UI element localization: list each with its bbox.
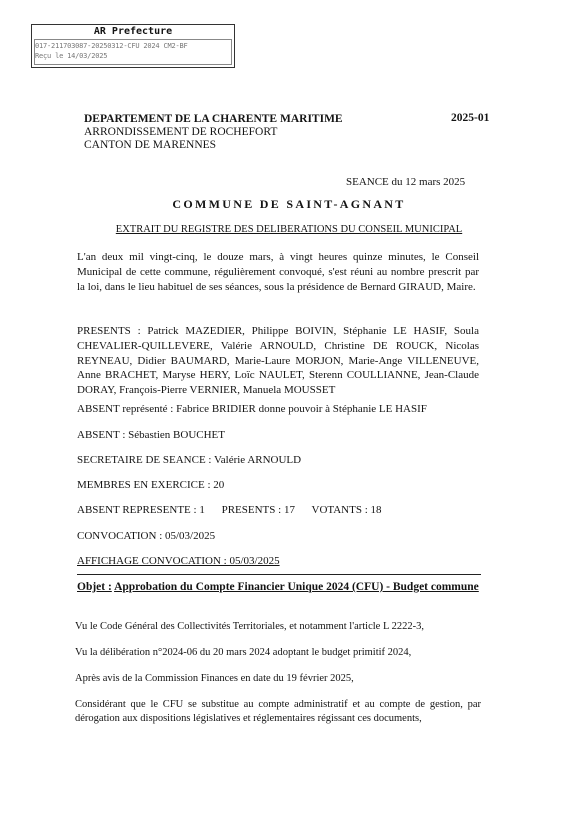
convocation-line: CONVOCATION : 05/03/2025	[77, 530, 216, 542]
department-heading: DEPARTEMENT DE LA CHARENTE MARITIME	[84, 113, 343, 125]
vu-code-line: Vu le Code Général des Collectivités Territoriales, et notamment l'article L 2222-3,	[75, 621, 424, 632]
seance-date: SEANCE du 12 mars 2025	[346, 176, 466, 188]
intro-paragraph: L'an deux mil vingt-cinq, le douze mars, à vingt heures quinze minutes, le Conseil Municipal de cette commune, régulièrement convoqué, s'est réuni au nombre prescrit par la loi, dans le lieu habituel de ses séances, sous la présidence de Bernard GIRAUD, Maire.	[77, 251, 479, 293]
vu-deliberation-line: Vu la délibération n°2024-06 du 20 mars 2024 adoptant le budget primitif 2024,	[75, 647, 412, 658]
membres-line: MEMBRES EN EXERCICE : 20	[77, 479, 225, 491]
deliberation-reference: 2025-01	[451, 112, 490, 124]
stamp-title: AR Prefecture	[93, 26, 173, 37]
arrondissement-heading: ARRONDISSEMENT DE ROCHEFORT	[84, 126, 278, 138]
avis-commission-line: Après avis de la Commission Finances en date du 19 février 2025,	[75, 673, 354, 684]
extrait-subtitle: EXTRAIT DU REGISTRE DES DELIBERATIONS DU CONSEIL MUNICIPAL	[115, 224, 463, 235]
affichage-line: AFFICHAGE CONVOCATION : 05/03/2025	[77, 555, 280, 567]
stamp-received-date: Reçu le 14/03/2025	[35, 52, 108, 60]
secretaire-line: SECRETAIRE DE SEANCE : Valérie ARNOULD	[77, 454, 302, 466]
votants-count: VOTANTS : 18	[311, 504, 382, 516]
objet-text: Approbation du Compte Financier Unique 2024 (CFU) - Budget commune	[114, 581, 479, 593]
prefecture-stamp	[31, 24, 235, 68]
considerant-paragraph: Considérant que le CFU se substitue au compte administratif et au compte de gestion, par dérogation aux dispositions législatives et réglementaires régissant ces documents,	[75, 699, 481, 724]
commune-title: COMMUNE DE SAINT-AGNANT	[172, 197, 406, 211]
absent-line: ABSENT : Sébastien BOUCHET	[77, 429, 225, 441]
section-divider	[77, 574, 481, 575]
objet-heading	[77, 580, 479, 594]
vote-counts	[77, 504, 382, 516]
canton-heading: CANTON DE MARENNES	[84, 139, 217, 151]
absent-represente-count: ABSENT REPRESENTE : 1	[77, 504, 205, 516]
objet-label: Objet :	[77, 581, 112, 593]
absent-represente-line: ABSENT représenté : Fabrice BRIDIER donne pouvoir à Stéphanie LE HASIF	[77, 403, 427, 415]
presents-count: PRESENTS : 17	[221, 504, 295, 516]
stamp-reference: 017-211703087-20250312-CFU 2024 CM2-BF	[35, 42, 188, 50]
presents-list: PRESENTS : Patrick MAZEDIER, Philippe BOIVIN, Stéphanie LE HASIF, Soula CHEVALIER-QUILLEVERE, Valérie ARNOULD, Christine DE ROUCK, Nicolas REYNEAU, Didier BAUMARD, Marie-Laure MORJON, Marie-Ange VILLENEUVE, Anne BRACHET, Maryse HERY, Loïc NAULET, Sterenn COULLIANNE, Jean-Claude DORAY, François-Pierre VERNIER, Manuela MOUSSET	[77, 325, 479, 397]
